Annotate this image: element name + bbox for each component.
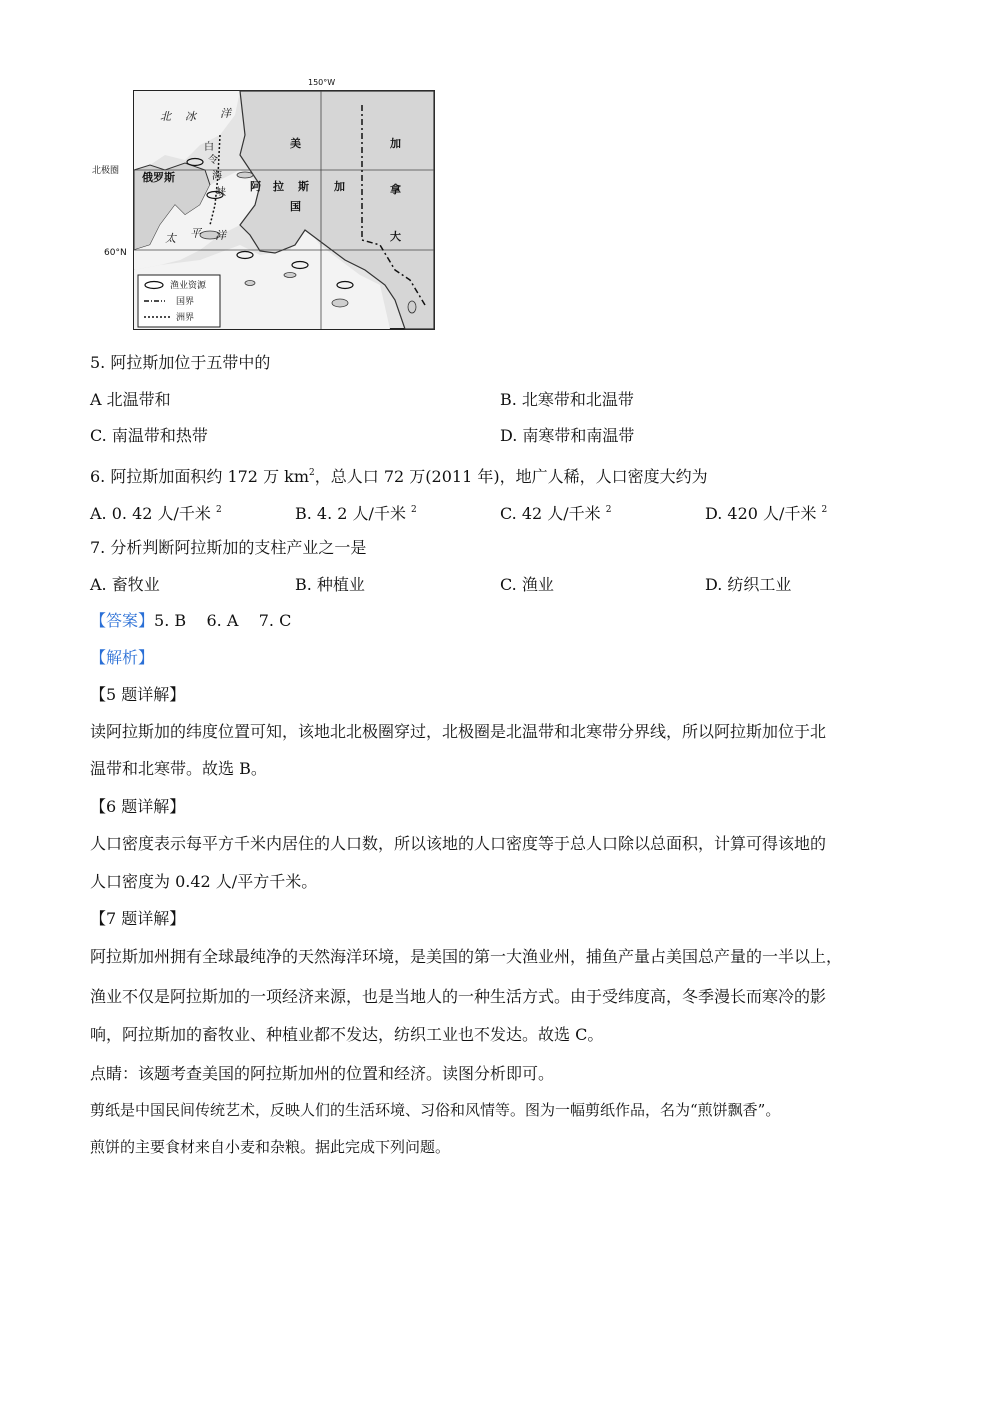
russia-label: 俄罗斯 (142, 171, 175, 184)
strait-label-3: 海 (212, 171, 222, 182)
q5-option-c: C. 南温带和热带 (90, 426, 208, 445)
q6-option-a-text: A. 0. 42 人/千米 (90, 504, 211, 523)
pacific-label-2: 平 (190, 227, 201, 240)
q7-stem: 7. 分析判断阿拉斯加的支柱产业之一是 (90, 538, 367, 557)
detail-5-line-2: 温带和北寒带。故选 B。 (90, 759, 267, 778)
canada-label-2: 拿 (390, 183, 401, 196)
legend-border-label: 国界 (176, 297, 195, 307)
usa-label: 美 (290, 137, 301, 150)
state-label: 国 (290, 200, 301, 213)
q7-option-a: A. 畜牧业 (90, 575, 160, 594)
q5-option-d: D. 南寒带和南温带 (500, 426, 635, 445)
legend-continent-label: 洲界 (176, 313, 195, 323)
intro-line-2: 煎饼的主要食材来自小麦和杂粮。据此完成下列问题。 (90, 1138, 451, 1156)
q6-stem (90, 462, 708, 488)
q6-option-d (705, 499, 827, 525)
detail-5-title: 【5 题详解】 (90, 685, 186, 704)
legend-fish-label: 渔业资源 (170, 281, 207, 291)
answer-line (90, 610, 291, 632)
detail-6-line-1: 人口密度表示每平方千米内居住的人口数，所以该地的人口密度等于总人口除以总面积，计算可得该地的 (90, 834, 827, 853)
pacific-label-3: 洋 (215, 229, 226, 242)
q6-option-b-sup: 2 (411, 505, 417, 515)
arctic-ocean-label-3: 洋 (220, 107, 231, 120)
strait-label-4: 峡 (216, 187, 226, 198)
lat-label: 60°N (104, 248, 127, 258)
q5-stem: 5. 阿拉斯加位于五带中的 (90, 353, 271, 372)
q6-option-d-sup: 2 (821, 505, 828, 515)
arctic-circle-label: 北极圈 (92, 166, 120, 176)
q6-option-d-text: D. 420 人/千米 (705, 504, 817, 523)
q6-option-b-text: B. 4. 2 人/千米 (295, 504, 406, 523)
q5-option-b: B. 北寒带和北温带 (500, 390, 634, 409)
detail-6-title: 【6 题详解】 (90, 797, 186, 816)
comment-line: 点睛：该题考查美国的阿拉斯加州的位置和经济。读图分析即可。 (90, 1064, 555, 1083)
detail-7-title: 【7 题详解】 (90, 909, 186, 928)
q6-stem-sup: 2 (309, 468, 315, 478)
detail-5-line-1: 读阿拉斯加的纬度位置可知，该地北北极圈穿过，北极圈是北温带和北寒带分界线，所以阿拉斯加位于北 (90, 722, 827, 741)
q6-option-c-sup: 2 (605, 505, 612, 515)
q6-stem-post: ，总人口 72 万(2011 年)，地广人稀，人口密度大约为 (314, 467, 708, 486)
strait-label-1: 白 (204, 142, 214, 153)
detail-7-line-1: 阿拉斯加州拥有全球最纯净的天然海洋环境，是美国的第一大渔业州，捕鱼产量占美国总产量的一半以上， (90, 947, 843, 966)
detail-7-line-2: 渔业不仅是阿拉斯加的一项经济来源，也是当地人的一种生活方式。由于受纬度高，冬季漫长而寒冷的影 (90, 987, 827, 1006)
canada-label-3: 大 (390, 230, 401, 243)
q6-option-c (500, 499, 612, 525)
map-legend (138, 275, 220, 327)
q7-option-c: C. 渔业 (500, 575, 554, 594)
meridian-label: 150°W (308, 78, 336, 87)
q5-option-a: A 北温带和 (90, 390, 171, 409)
alaska-label-3: 斯 (298, 180, 309, 193)
alaska-label-1: 阿 (250, 180, 261, 193)
arctic-ocean-label-1: 北 (160, 110, 171, 123)
q7-option-d: D. 纺织工业 (705, 575, 792, 594)
q6-option-a (90, 499, 222, 525)
strait-label-2: 令 (208, 155, 218, 166)
answer-text: 5. B 6. A 7. C (154, 611, 292, 630)
canada-label-1: 加 (390, 137, 401, 150)
alaska-label-2: 拉 (273, 180, 284, 193)
answer-tag: 【答案】 (90, 611, 155, 630)
pacific-label-1: 太 (165, 232, 176, 245)
arctic-ocean-label-2: 冰 (185, 110, 196, 123)
q6-stem-pre: 6. 阿拉斯加面积约 172 万 km (90, 467, 310, 486)
q7-option-b: B. 种植业 (295, 575, 365, 594)
q6-option-a-sup: 2 (216, 505, 222, 515)
q6-option-c-text: C. 42 人/千米 (500, 504, 601, 523)
analysis-tag: 【解析】 (90, 648, 155, 667)
alaska-label-4: 加 (334, 180, 345, 193)
intro-line-1: 剪纸是中国民间传统艺术，反映人们的生活环境、习俗和风情等。图为一幅剪纸作品，名为“煎饼飘香”。 (90, 1101, 781, 1119)
detail-7-line-3: 响，阿拉斯加的畜牧业、种植业都不发达，纺织工业也不发达。故选 C。 (90, 1025, 604, 1044)
alaska-map-figure (90, 75, 440, 333)
alaska-map (90, 75, 440, 333)
detail-6-line-2: 人口密度为 0.42 人/平方千米。 (90, 872, 318, 891)
q6-option-b (295, 499, 417, 525)
